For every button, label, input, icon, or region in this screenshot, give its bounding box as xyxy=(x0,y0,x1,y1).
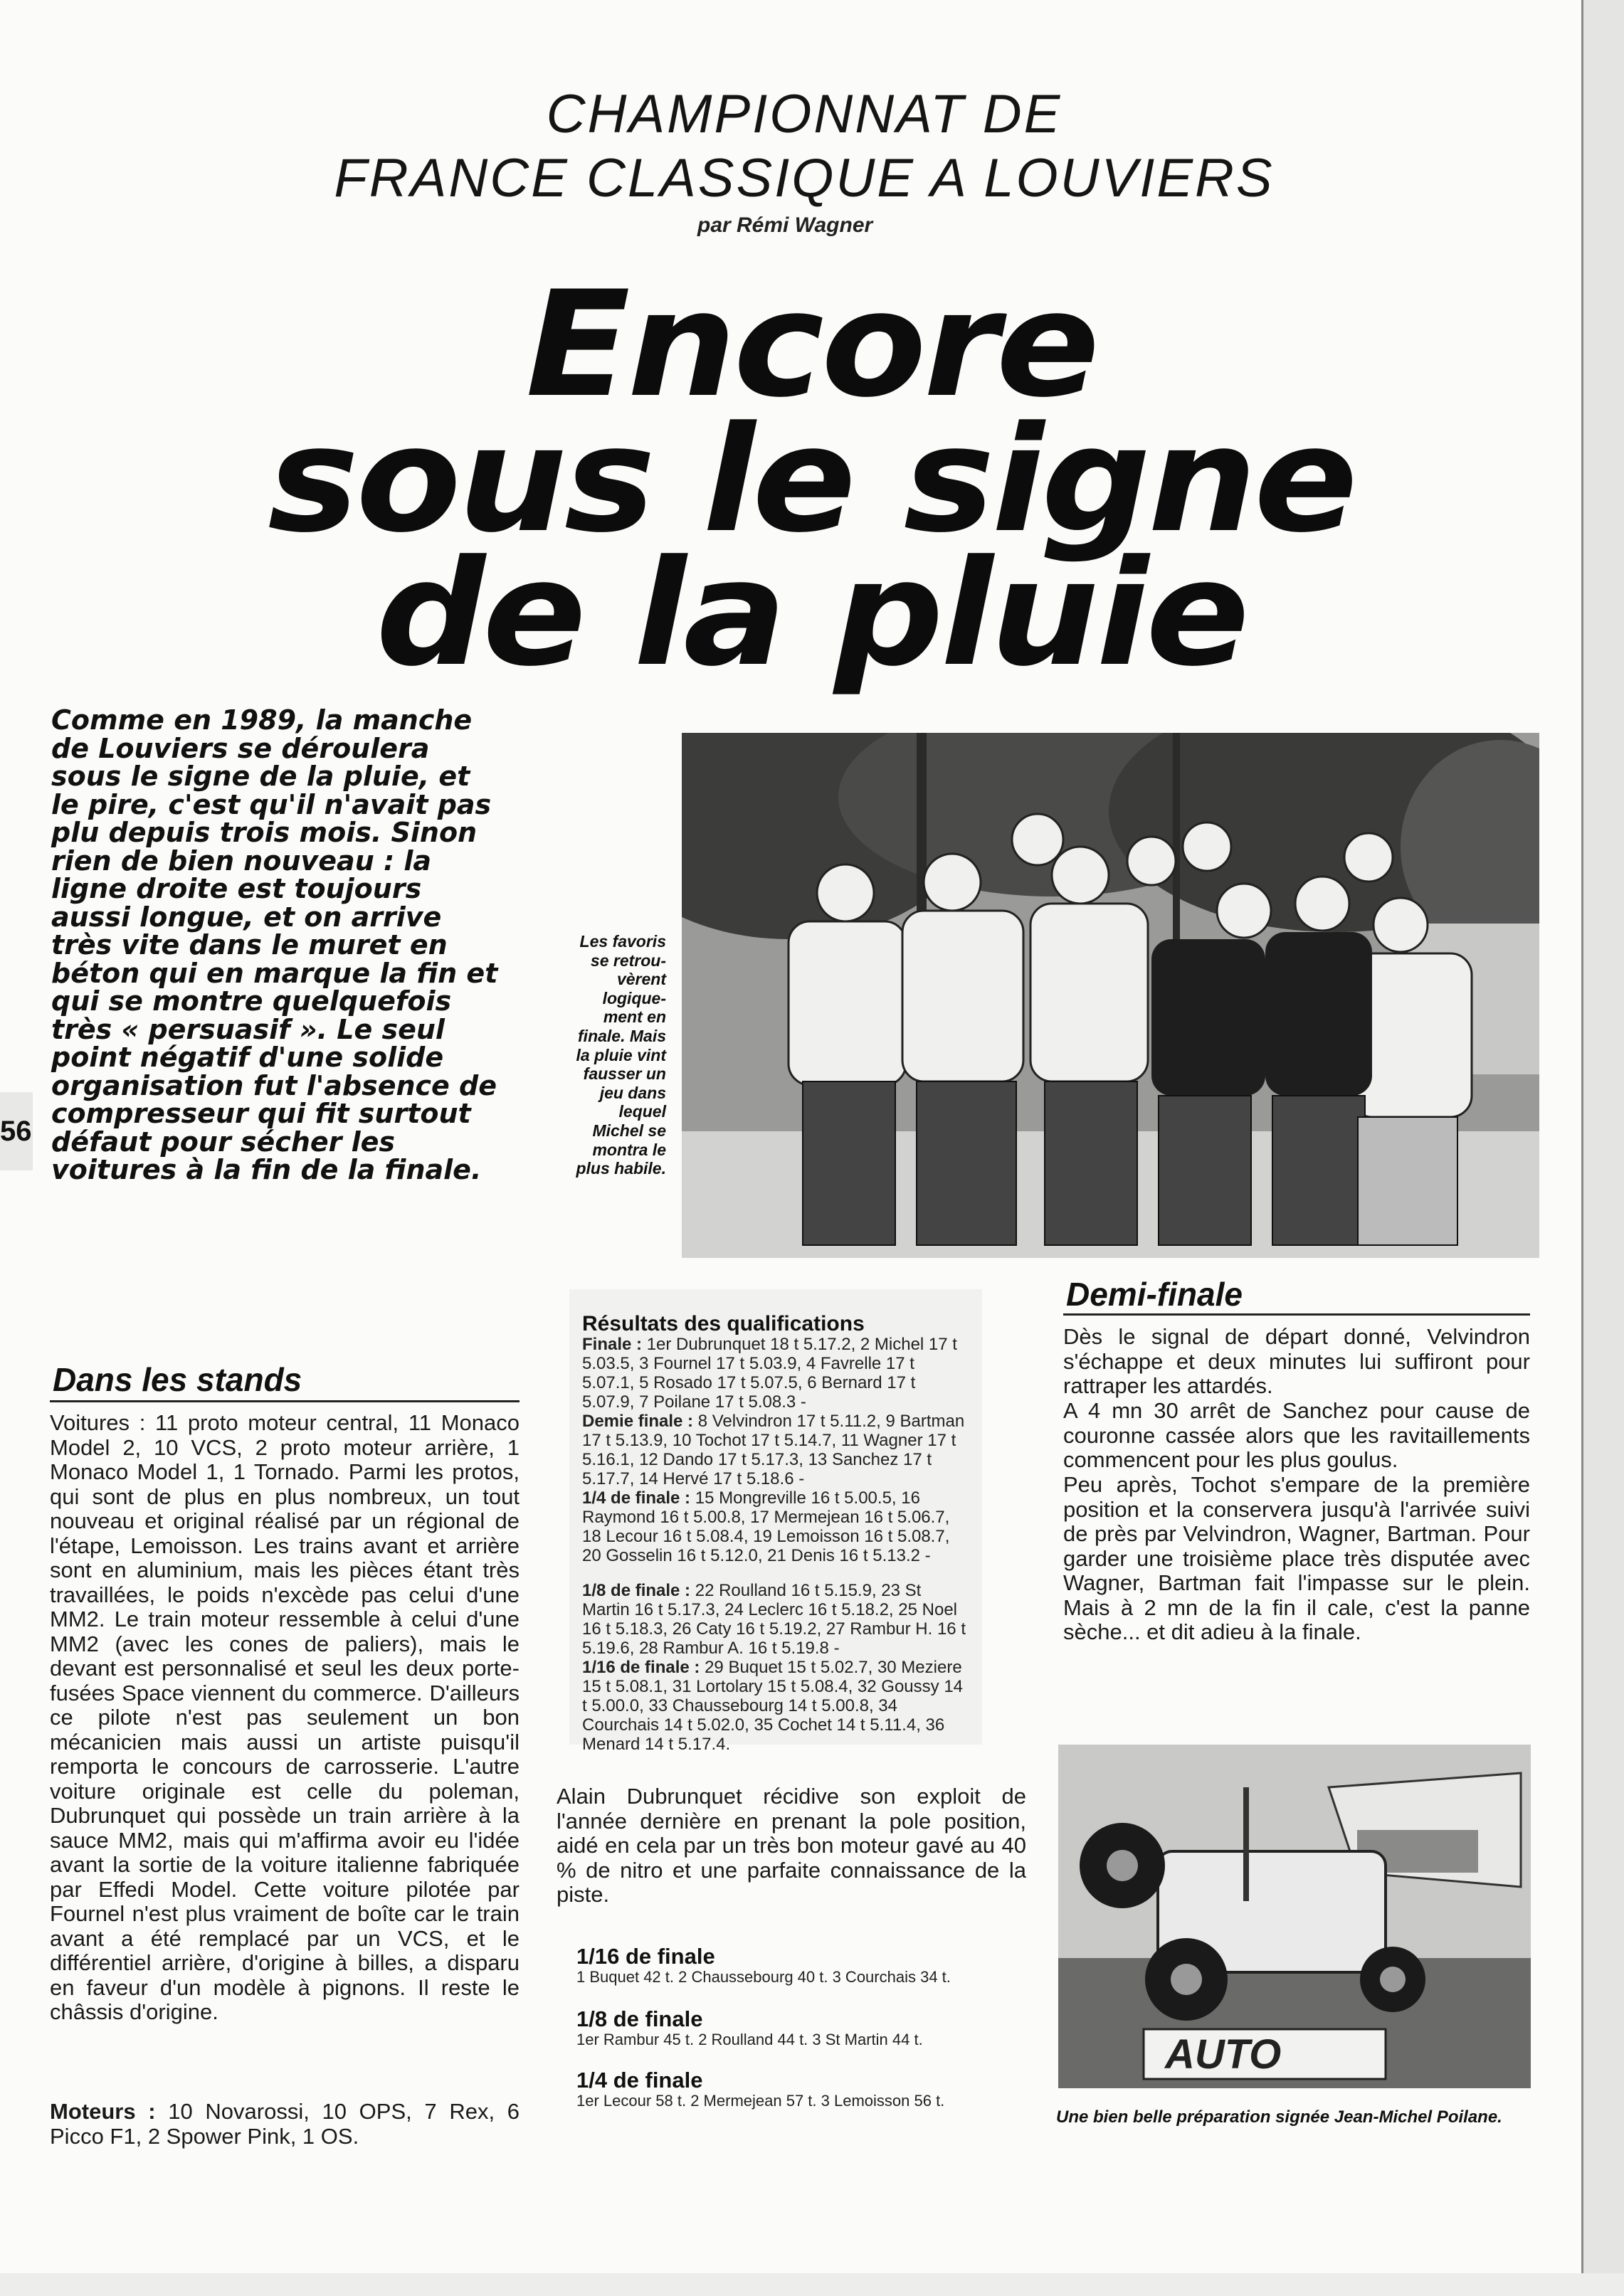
page-bottom-edge xyxy=(0,2273,1624,2296)
results-seizieme xyxy=(582,1658,966,1754)
car-banner-text: AUTO xyxy=(1165,2031,1282,2078)
results-huitieme xyxy=(582,1581,966,1658)
section-rule-stands xyxy=(50,1400,520,1402)
results-title: Résultats des qualifications xyxy=(582,1312,865,1335)
team-photo-image xyxy=(682,733,1539,1258)
results-quart-label: 1/4 de finale : xyxy=(582,1488,691,1508)
results-seizieme-label: 1/16 de finale : xyxy=(582,1658,700,1677)
demi-p2: A 4 mn 30 arrêt de Sanchez pour cause de couronne cassée alors que les ravitaillements commencent pour les plus goulus. xyxy=(1063,1398,1530,1472)
section-rule-demi xyxy=(1063,1313,1530,1316)
headline-line-3: de la pluie xyxy=(376,529,1247,699)
car-caption: Une bien belle préparation signée Jean-Michel Poilane. xyxy=(1056,2107,1502,2127)
final-label-4: 1/4 de finale xyxy=(576,2068,703,2093)
demi-p3: Peu après, Tochot s'empare de la première position et la conservera jusqu'à l'arrivée suivi de près par Velvindron, Wagner, Bartman. Pour garder une troisième place très disputée avec Wagner, Bartman fait l'impasse sur le plein. Mais à 2 mn de la fin il cale, c'est la panne sèche... et dit adieu à la finale. xyxy=(1063,1472,1530,1644)
headline-line-2: sous le signe xyxy=(268,396,1355,565)
final-detail-16: 1 Buquet 42 t. 2 Chaussebourg 40 t. 3 Courchais 34 t. xyxy=(576,1968,951,1986)
photo-caption: Les favoris se retrou-vèrent logique-ment en finale. Mais la pluie vint fausser un jeu dans lequel Michel se montra le plus habile. xyxy=(576,932,666,1178)
kicker-line-1: CHAMPIONNAT DE xyxy=(546,84,1063,144)
moteurs-text: 10 Novarossi, 10 OPS, 7 Rex, 6 Picco F1, 2 Spower Pink, 1 OS. xyxy=(50,2099,520,2149)
moteurs-label: Moteurs : xyxy=(50,2099,156,2124)
results-finale-text: 1er Dubrunquet 18 t 5.17.2, 2 Michel 17 t 5.03.5, 3 Fournel 17 t 5.03.9, 4 Favrelle 17 t 5.07.1, 5 Rosado 17 t 5.07.5, 6 Bernard 17 t 5.07.9, 7 Poilane 17 t 5.08.3 - xyxy=(582,1335,957,1412)
results-body xyxy=(582,1335,966,1754)
final-detail-8: 1er Rambur 45 t. 2 Roulland 44 t. 3 St Martin 44 t. xyxy=(576,2031,923,2048)
page-edge xyxy=(1581,0,1624,2296)
stands-text: Voitures : 11 proto moteur central, 11 Monaco Model 2, 10 VCS, 2 proto moteur arrière, 1 Monaco Model 1, 1 Tornado. Parmi les protos, qui sont de plus en plus nombreux, un tout nouveau et original réalisé par un régional de l'étape, Lemoisson. Les trains avant et arrière sont en aluminium, mais les pièces étant très travaillées, le poids n'excède pas celui d'une MM2. Le train moteur ressemble à celui d'une MM2 (avec les cones de paliers), mais le devant est personnalisé et seul les deux porte-fusées Space viennent du commerce. D'ailleurs ce pilote n'est pas seulement un bon mécanicien mais aussi un artiste puisqu'il remporta le concours de carrosserie. L'autre voiture originale est celle du poleman, Dubrunquet qui possède un train arrière à la sauce MM2, mais qui m'affirma avoir eu l'idée avant la sortie de la voiture italienne fabriquée par Effedi Model. Cette voiture pilotée par Fournel n'est plus vraiment de boîte car le train avant a été remplacé par un VCS, et le différentiel arrière, d'origine à billes, a disparu en faveur d'un modèle à pignons. Il reste le châssis d'origine. xyxy=(50,1410,520,2024)
results-quart xyxy=(582,1488,966,1565)
results-huitieme-label: 1/8 de finale : xyxy=(582,1581,691,1600)
pole-paragraph: Alain Dubrunquet récidive son exploit de l'année dernière en prenant la pole position, aidé en cela par un très bon moteur gavé au 40 % de nitro et une parfaite connaissance de la piste. xyxy=(557,1784,1026,1907)
results-huitieme-text: 22 Roulland 16 t 5.15.9, 23 St Martin 16 t 5.17.3, 24 Leclerc 16 t 5.18.2, 25 Noel 16 t 5.18.3, 26 Caty 16 t 5.19.2, 27 Rambur H. 16 t 5.19.6, 28 Rambur A. 16 t 5.19.8 - xyxy=(582,1581,966,1658)
stands-moteurs xyxy=(50,2100,520,2149)
section-title-stands: Dans les stands xyxy=(53,1361,302,1398)
byline: par Rémi Wagner xyxy=(697,213,873,237)
section-title-demi: Demi-finale xyxy=(1066,1276,1243,1313)
results-finale xyxy=(582,1335,966,1412)
page-number: 56 xyxy=(0,1092,33,1170)
headline-line-1: Encore xyxy=(525,260,1097,430)
results-seizieme-text: 29 Buquet 15 t 5.02.7, 30 Meziere 15 t 5.08.1, 31 Lortolary 15 t 5.08.4, 32 Goussy 14 t 5.00.0, 33 Chaussebourg 14 t 5.00.8, 34 Courchais 14 t 5.02.0, 35 Cochet 14 t 5.11.4, 36 Menard 14 t 5.17.4. xyxy=(582,1658,964,1754)
results-demi-text: 8 Velvindron 17 t 5.11.2, 9 Bartman 17 t 5.13.9, 10 Tochot 17 t 5.14.7, 11 Wagner 17 t 5.16.1, 12 Dando 17 t 5.17.3, 13 Sanchez 17 t 5.17.7, 14 Hervé 17 t 5.18.6 - xyxy=(582,1412,965,1488)
intro-lead: Comme en 1989, la manche de Louviers se déroulera sous le signe de la pluie, et le pire, c'est qu'il n'avait pas plu depuis trois mois. Sinon rien de bien nouveau : la ligne droite est toujours aussi longue, et on arrive très vite dans le muret en béton qui en marque la fin et qui se montre quelquefois très « persuasif ». Le seul point négatif d'une solide organisation fut l'absence de compresseur qui fit surtout défaut pour sécher les voitures à la fin de la finale. xyxy=(51,704,498,1185)
results-finale-label: Finale : xyxy=(582,1335,643,1354)
results-demi-label: Demie finale : xyxy=(582,1412,694,1431)
kicker-line-2: FRANCE CLASSIQUE A LOUVIERS xyxy=(334,148,1275,208)
results-demi xyxy=(582,1412,966,1488)
final-label-8: 1/8 de finale xyxy=(576,2006,703,2031)
team-photo xyxy=(682,733,1539,1258)
demi-p1: Dès le signal de départ donné, Velvindron s'échappe et deux minutes lui suffiront pour rattraper les attardés. xyxy=(1063,1324,1530,1398)
final-detail-4: 1er Lecour 58 t. 2 Mermejean 57 t. 3 Lemoisson 56 t. xyxy=(576,2092,945,2110)
car-photo-image xyxy=(1058,1745,1531,2088)
results-quart-text: 15 Mongreville 16 t 5.00.5, 16 Raymond 16 t 5.00.8, 17 Mermejean 16 t 5.06.7, 18 Lecour 16 t 5.08.4, 19 Lemoisson 16 t 5.08.7, 20 Gosselin 16 t 5.12.0, 21 Denis 16 t 5.13.2 - xyxy=(582,1488,950,1565)
car-photo xyxy=(1058,1745,1531,2088)
final-label-16: 1/16 de finale xyxy=(576,1944,715,1969)
